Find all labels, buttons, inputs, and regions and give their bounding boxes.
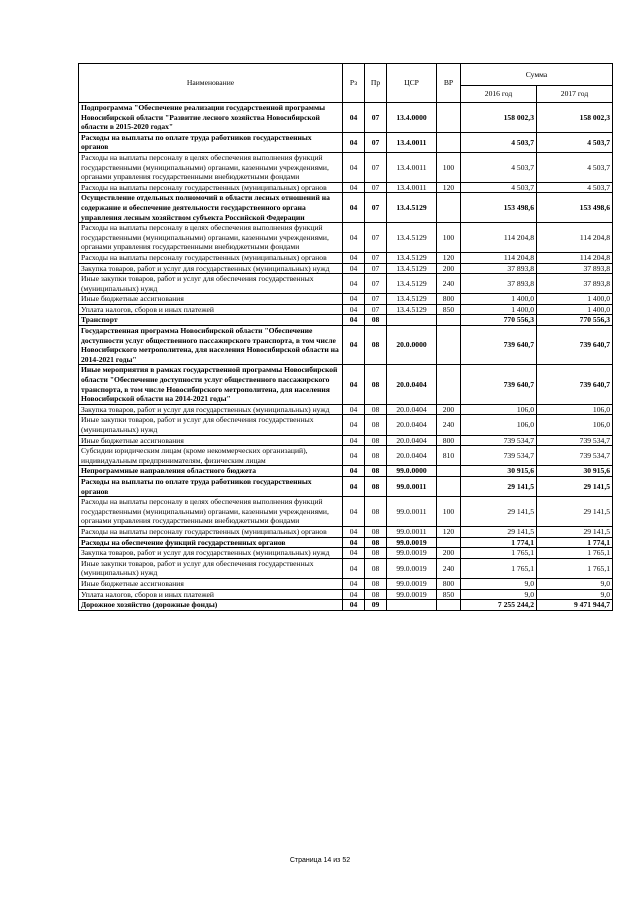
row-amount-2017-cell: 29 141,5 [537,497,613,527]
row-rz-cell: 04 [343,497,365,527]
row-pr-cell: 08 [365,537,387,548]
row-amount-2016-cell: 158 002,3 [461,103,537,133]
row-name-cell: Подпрограмма "Обеспечение реализации государственной программы Новосибирской области "Развитие лесного хозяйства Новосибирской области в 2015-2020 годах" [79,103,343,133]
row-amount-2017-cell: 29 141,5 [537,526,613,537]
row-amount-2017-cell: 9,0 [537,578,613,589]
table-row [79,365,613,404]
row-rz-cell: 04 [343,304,365,315]
table-row [79,589,613,600]
table-row [79,526,613,537]
row-amount-2016-cell: 4 503,7 [461,132,537,152]
table-row [79,263,613,274]
row-csr-cell: 99.0.0019 [387,537,437,548]
row-amount-2016-cell: 4 503,7 [461,152,537,182]
column-header-sum: Сумма [461,64,613,86]
table-row [79,252,613,263]
row-name-cell: Расходы на обеспечение функций государственных органов [79,537,343,548]
row-amount-2016-cell: 739 534,7 [461,435,537,446]
row-amount-2017-cell: 1 400,0 [537,294,613,305]
row-amount-2016-cell: 29 141,5 [461,476,537,496]
row-csr-cell: 99.0.0000 [387,466,437,477]
row-amount-2016-cell: 114 204,8 [461,252,537,263]
row-vr-cell [437,476,461,496]
row-vr-cell: 120 [437,526,461,537]
row-name-cell: Закупка товаров, работ и услуг для государственных (муниципальных) нужд [79,263,343,274]
row-rz-cell: 04 [343,476,365,496]
row-name-cell: Расходы на выплаты персоналу в целях обеспечения выполнения функций государственными (муниципальными) органами, казенными учреждениями, органами управления государственными внебюджетными фондами [79,497,343,527]
row-name-cell: Дорожное хозяйство (дорожные фонды) [79,600,343,611]
table-row [79,103,613,133]
row-vr-cell: 800 [437,435,461,446]
row-csr-cell: 13.4.0011 [387,132,437,152]
row-pr-cell: 07 [365,263,387,274]
row-pr-cell: 08 [365,315,387,326]
row-amount-2017-cell: 114 204,8 [537,252,613,263]
table-row [79,476,613,496]
row-rz-cell: 04 [343,404,365,415]
row-amount-2016-cell: 30 915,6 [461,466,537,477]
row-amount-2017-cell: 1 765,1 [537,548,613,559]
row-rz-cell: 04 [343,365,365,404]
row-pr-cell: 07 [365,103,387,133]
row-amount-2016-cell: 1 765,1 [461,558,537,578]
row-amount-2017-cell: 1 400,0 [537,304,613,315]
row-csr-cell [387,315,437,326]
row-amount-2017-cell: 37 893,8 [537,263,613,274]
row-pr-cell: 08 [365,578,387,589]
row-vr-cell: 800 [437,578,461,589]
row-csr-cell: 13.4.5129 [387,252,437,263]
row-vr-cell: 200 [437,263,461,274]
row-vr-cell: 120 [437,182,461,193]
row-name-cell: Иные закупки товаров, работ и услуг для обеспечения государственных (муниципальных) нужд [79,415,343,435]
row-vr-cell [437,365,461,404]
row-vr-cell [437,600,461,611]
row-amount-2016-cell: 1 400,0 [461,304,537,315]
row-pr-cell: 07 [365,274,387,294]
row-rz-cell: 04 [343,537,365,548]
row-csr-cell: 20.0.0000 [387,326,437,365]
table-row [79,326,613,365]
row-rz-cell: 04 [343,294,365,305]
table-row [79,193,613,223]
column-header-rz: Рз [343,64,365,103]
row-amount-2016-cell: 114 204,8 [461,223,537,253]
row-csr-cell: 20.0.0404 [387,404,437,415]
row-name-cell: Иные бюджетные ассигнования [79,294,343,305]
row-name-cell: Закупка товаров, работ и услуг для государственных (муниципальных) нужд [79,548,343,559]
row-amount-2016-cell: 153 498,6 [461,193,537,223]
row-amount-2017-cell: 1 774,1 [537,537,613,548]
row-csr-cell: 13.4.5129 [387,263,437,274]
row-amount-2017-cell: 158 002,3 [537,103,613,133]
row-pr-cell: 08 [365,526,387,537]
row-csr-cell: 20.0.0404 [387,415,437,435]
table-body [79,103,613,611]
table-row [79,304,613,315]
row-amount-2017-cell: 739 640,7 [537,326,613,365]
row-amount-2016-cell: 9,0 [461,589,537,600]
row-pr-cell: 07 [365,132,387,152]
row-vr-cell: 100 [437,497,461,527]
row-amount-2017-cell: 739 534,7 [537,435,613,446]
row-csr-cell: 99.0.0011 [387,476,437,496]
row-name-cell: Уплата налогов, сборов и иных платежей [79,589,343,600]
row-rz-cell: 04 [343,548,365,559]
row-pr-cell: 08 [365,466,387,477]
table-row [79,497,613,527]
row-pr-cell: 08 [365,326,387,365]
column-header-vr: ВР [437,64,461,103]
row-rz-cell: 04 [343,466,365,477]
row-pr-cell: 08 [365,476,387,496]
row-csr-cell: 99.0.0011 [387,526,437,537]
row-pr-cell: 08 [365,497,387,527]
row-vr-cell [437,103,461,133]
row-amount-2017-cell: 1 765,1 [537,558,613,578]
row-rz-cell: 04 [343,263,365,274]
table-row [79,466,613,477]
row-amount-2016-cell: 9,0 [461,578,537,589]
row-amount-2016-cell: 37 893,8 [461,274,537,294]
row-csr-cell: 20.0.0404 [387,435,437,446]
row-name-cell: Расходы на выплаты персоналу в целях обеспечения выполнения функций государственными (муниципальными) органами, казенными учреждениями, органами управления государственными внебюджетными фондами [79,152,343,182]
row-amount-2016-cell: 29 141,5 [461,526,537,537]
row-amount-2017-cell: 770 556,3 [537,315,613,326]
table-row [79,182,613,193]
row-rz-cell: 04 [343,103,365,133]
row-csr-cell: 99.0.0019 [387,558,437,578]
row-name-cell: Расходы на выплаты персоналу государственных (муниципальных) органов [79,182,343,193]
row-pr-cell: 07 [365,152,387,182]
row-name-cell: Расходы на выплаты персоналу государственных (муниципальных) органов [79,252,343,263]
row-name-cell: Иные мероприятия в рамках государственной программы Новосибирской области "Обеспечение доступности услуг общественного пассажирского транспорта, в том числе Новосибирского метрополитена, для населения Новосибирской области на 2014-2021 годы" [79,365,343,404]
row-name-cell: Расходы на выплаты персоналу государственных (муниципальных) органов [79,526,343,537]
budget-table [78,63,613,611]
row-amount-2017-cell: 153 498,6 [537,193,613,223]
row-amount-2017-cell: 114 204,8 [537,223,613,253]
row-csr-cell: 13.4.5129 [387,193,437,223]
row-rz-cell: 04 [343,223,365,253]
column-header-2017: 2017 год [537,86,613,103]
row-amount-2016-cell: 7 255 244,2 [461,600,537,611]
table-row [79,537,613,548]
table-row [79,600,613,611]
row-amount-2016-cell: 1 774,1 [461,537,537,548]
row-name-cell: Расходы на выплаты по оплате труда работников государственных органов [79,476,343,496]
row-pr-cell: 08 [365,548,387,559]
row-amount-2016-cell: 739 640,7 [461,326,537,365]
table-row [79,415,613,435]
row-name-cell: Уплата налогов, сборов и иных платежей [79,304,343,315]
row-name-cell: Государственная программа Новосибирской области "Обеспечение доступности услуг общественного пассажирского транспорта, в том числе Новосибирского метрополитена, для населения Новосибирской области на 2014-2021 годы" [79,326,343,365]
table-row [79,404,613,415]
table-row [79,446,613,466]
row-pr-cell: 07 [365,223,387,253]
row-vr-cell: 200 [437,548,461,559]
row-name-cell: Непрограммные направления областного бюджета [79,466,343,477]
row-vr-cell: 800 [437,294,461,305]
row-rz-cell: 04 [343,315,365,326]
column-header-pr: Пр [365,64,387,103]
row-name-cell: Закупка товаров, работ и услуг для государственных (муниципальных) нужд [79,404,343,415]
row-pr-cell: 07 [365,193,387,223]
row-pr-cell: 08 [365,404,387,415]
row-pr-cell: 09 [365,600,387,611]
row-csr-cell: 99.0.0019 [387,548,437,559]
row-csr-cell: 13.4.0000 [387,103,437,133]
row-rz-cell: 04 [343,326,365,365]
row-amount-2016-cell: 106,0 [461,415,537,435]
row-csr-cell: 99.0.0019 [387,578,437,589]
table-row [79,578,613,589]
row-amount-2017-cell: 106,0 [537,415,613,435]
row-pr-cell: 08 [365,415,387,435]
row-name-cell: Расходы на выплаты персоналу в целях обеспечения выполнения функций государственными (муниципальными) органами, казенными учреждениями, органами управления государственными внебюджетными фондами [79,223,343,253]
row-pr-cell: 08 [365,365,387,404]
row-rz-cell: 04 [343,435,365,446]
row-vr-cell: 240 [437,558,461,578]
row-pr-cell: 07 [365,182,387,193]
row-amount-2017-cell: 739 640,7 [537,365,613,404]
row-rz-cell: 04 [343,132,365,152]
row-pr-cell: 07 [365,294,387,305]
row-vr-cell: 200 [437,404,461,415]
row-rz-cell: 04 [343,152,365,182]
row-name-cell: Иные бюджетные ассигнования [79,578,343,589]
row-rz-cell: 04 [343,274,365,294]
row-amount-2016-cell: 37 893,8 [461,263,537,274]
row-amount-2017-cell: 106,0 [537,404,613,415]
row-amount-2017-cell: 739 534,7 [537,446,613,466]
table-row [79,152,613,182]
row-amount-2017-cell: 29 141,5 [537,476,613,496]
row-amount-2017-cell: 4 503,7 [537,152,613,182]
row-vr-cell: 850 [437,304,461,315]
row-vr-cell [437,193,461,223]
row-vr-cell [437,132,461,152]
row-rz-cell: 04 [343,558,365,578]
row-rz-cell: 04 [343,578,365,589]
table-row [79,558,613,578]
row-amount-2017-cell: 4 503,7 [537,132,613,152]
row-amount-2017-cell: 9,0 [537,589,613,600]
table-row [79,274,613,294]
row-amount-2017-cell: 4 503,7 [537,182,613,193]
row-csr-cell: 13.4.0011 [387,152,437,182]
row-csr-cell: 99.0.0011 [387,497,437,527]
row-name-cell: Иные закупки товаров, работ и услуг для обеспечения государственных (муниципальных) нужд [79,558,343,578]
table-row [79,315,613,326]
row-csr-cell: 13.4.5129 [387,294,437,305]
row-name-cell: Расходы на выплаты по оплате труда работников государственных органов [79,132,343,152]
row-name-cell: Осуществление отдельных полномочий в области лесных отношений на содержание и обеспечение деятельности государственного органа управления лесным хозяйством субъекта Российской Федерации [79,193,343,223]
column-header-csr: ЦСР [387,64,437,103]
column-header-name: Наименование [79,64,343,103]
row-rz-cell: 04 [343,526,365,537]
row-vr-cell: 240 [437,415,461,435]
row-amount-2016-cell: 29 141,5 [461,497,537,527]
row-amount-2016-cell: 1 765,1 [461,548,537,559]
row-csr-cell: 13.4.5129 [387,304,437,315]
row-vr-cell: 240 [437,274,461,294]
table-row [79,435,613,446]
row-pr-cell: 07 [365,252,387,263]
row-csr-cell: 13.4.5129 [387,223,437,253]
row-csr-cell: 13.4.0011 [387,182,437,193]
row-vr-cell [437,466,461,477]
row-csr-cell: 99.0.0019 [387,589,437,600]
table-row [79,294,613,305]
row-amount-2016-cell: 770 556,3 [461,315,537,326]
row-amount-2016-cell: 739 640,7 [461,365,537,404]
row-rz-cell: 04 [343,193,365,223]
row-amount-2016-cell: 739 534,7 [461,446,537,466]
page-number: Страница 14 из 52 [289,857,351,864]
row-vr-cell: 100 [437,152,461,182]
row-csr-cell [387,600,437,611]
row-csr-cell: 20.0.0404 [387,365,437,404]
row-vr-cell [437,326,461,365]
column-header-2016: 2016 год [461,86,537,103]
row-pr-cell: 08 [365,435,387,446]
row-amount-2016-cell: 1 400,0 [461,294,537,305]
row-csr-cell: 20.0.0404 [387,446,437,466]
row-vr-cell: 850 [437,589,461,600]
row-rz-cell: 04 [343,446,365,466]
row-rz-cell: 04 [343,415,365,435]
row-amount-2017-cell: 30 915,6 [537,466,613,477]
row-pr-cell: 08 [365,558,387,578]
row-pr-cell: 07 [365,304,387,315]
row-name-cell: Субсидии юридическим лицам (кроме некоммерческих организаций), индивидуальным предпринимателям, физическим лицам [79,446,343,466]
row-vr-cell: 810 [437,446,461,466]
table-row [79,548,613,559]
row-name-cell: Иные бюджетные ассигнования [79,435,343,446]
row-amount-2016-cell: 106,0 [461,404,537,415]
row-name-cell: Иные закупки товаров, работ и услуг для обеспечения государственных (муниципальных) нужд [79,274,343,294]
table-row [79,132,613,152]
row-vr-cell [437,537,461,548]
row-rz-cell: 04 [343,182,365,193]
table-row [79,223,613,253]
row-csr-cell: 13.4.5129 [387,274,437,294]
row-rz-cell: 04 [343,600,365,611]
row-vr-cell: 100 [437,223,461,253]
row-rz-cell: 04 [343,252,365,263]
row-amount-2016-cell: 4 503,7 [461,182,537,193]
row-rz-cell: 04 [343,589,365,600]
row-vr-cell: 120 [437,252,461,263]
row-name-cell: Транспорт [79,315,343,326]
row-pr-cell: 08 [365,589,387,600]
row-vr-cell [437,315,461,326]
row-pr-cell: 08 [365,446,387,466]
row-amount-2017-cell: 37 893,8 [537,274,613,294]
row-amount-2017-cell: 9 471 944,7 [537,600,613,611]
